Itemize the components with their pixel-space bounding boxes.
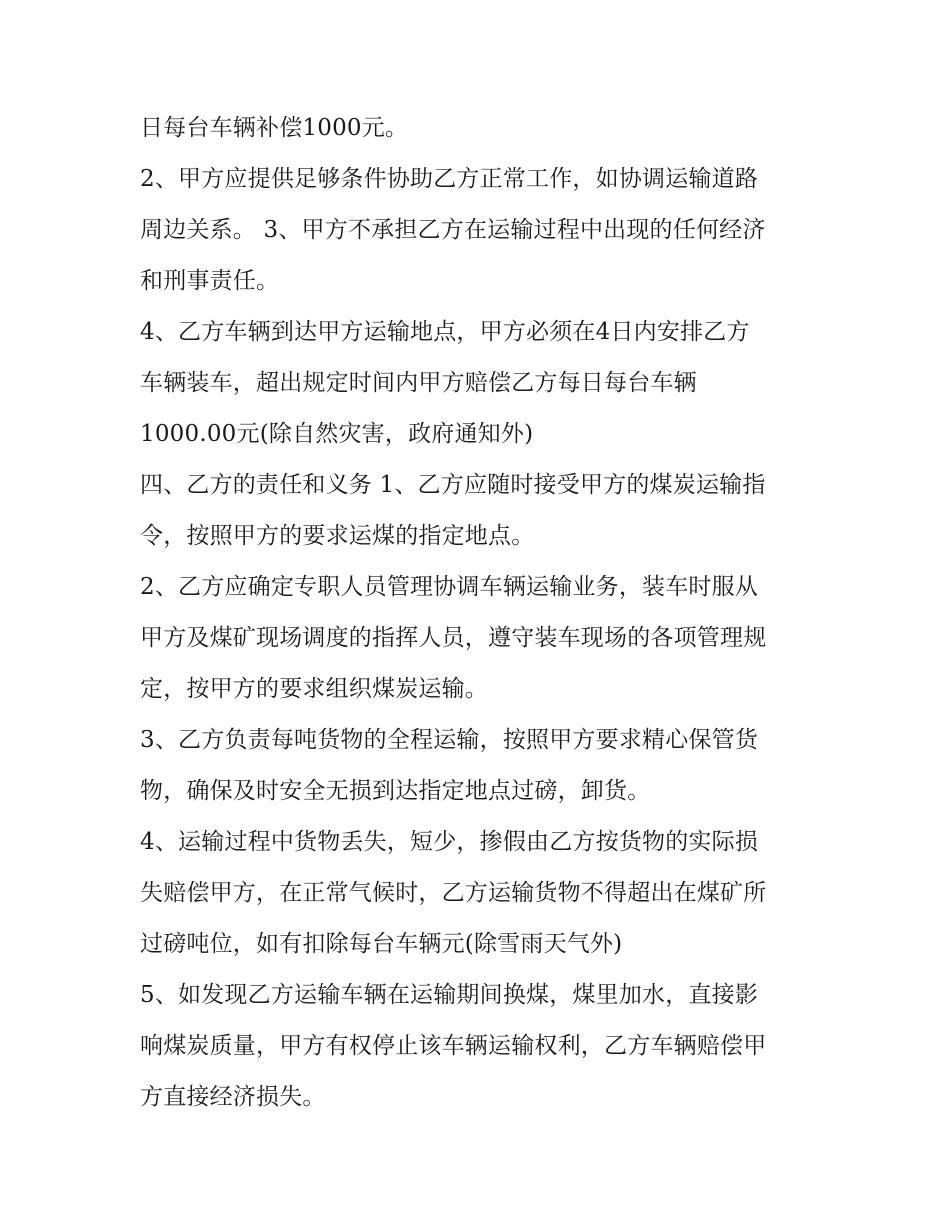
text-line: 车辆装车，超出规定时间内甲方赔偿乙方每日每台车辆 (140, 370, 697, 396)
text-line: 定，按甲方的要求组织煤炭运输。 (140, 676, 488, 702)
text-line: 2、乙方应确定专职人员管理协调车辆运输业务，装车时服从 (140, 574, 759, 600)
text-line: 四、乙方的责任和义务 1、乙方应随时接受甲方的煤炭运输指 (140, 472, 766, 498)
text-line: 2、甲方应提供足够条件协助乙方正常工作，如协调运输道路 (140, 166, 759, 192)
document-body (140, 103, 830, 1123)
text-line: 物，确保及时安全无损到达指定地点过磅，卸货。 (140, 778, 651, 804)
text-line: 过磅吨位，如有扣除每台车辆元(除雪雨天气外) (140, 931, 623, 957)
text-line: 甲方及煤矿现场调度的指挥人员，遵守装车现场的各项管理规 (140, 625, 767, 651)
text-line: 5、如发现乙方运输车辆在运输期间换煤，煤里加水，直接影 (140, 982, 759, 1008)
text-line: 4、运输过程中货物丢失，短少，掺假由乙方按货物的实际损 (140, 829, 759, 855)
text-line: 周边关系。 3、甲方不承担乙方在运输过程中出现的任何经济 (140, 217, 766, 243)
text-line: 4、乙方车辆到达甲方运输地点，甲方必须在4日内安排乙方 (140, 319, 750, 345)
text-line: 令，按照甲方的要求运煤的指定地点。 (140, 523, 535, 549)
text-line: 响煤炭质量，甲方有权停止该车辆运输权利，乙方车辆赔偿甲 (140, 1033, 767, 1059)
text-line: 1000.00元(除自然灾害，政府通知外) (140, 421, 534, 447)
text-line: 和刑事责任。 (140, 268, 280, 294)
text-line: 失赔偿甲方，在正常气候时，乙方运输货物不得超出在煤矿所 (140, 880, 767, 906)
text-line: 方直接经济损失。 (140, 1084, 326, 1110)
text-line: 日每台车辆补偿1000元。 (140, 115, 409, 141)
text-line: 3、乙方负责每吨货物的全程运输，按照甲方要求精心保管货 (140, 727, 759, 753)
